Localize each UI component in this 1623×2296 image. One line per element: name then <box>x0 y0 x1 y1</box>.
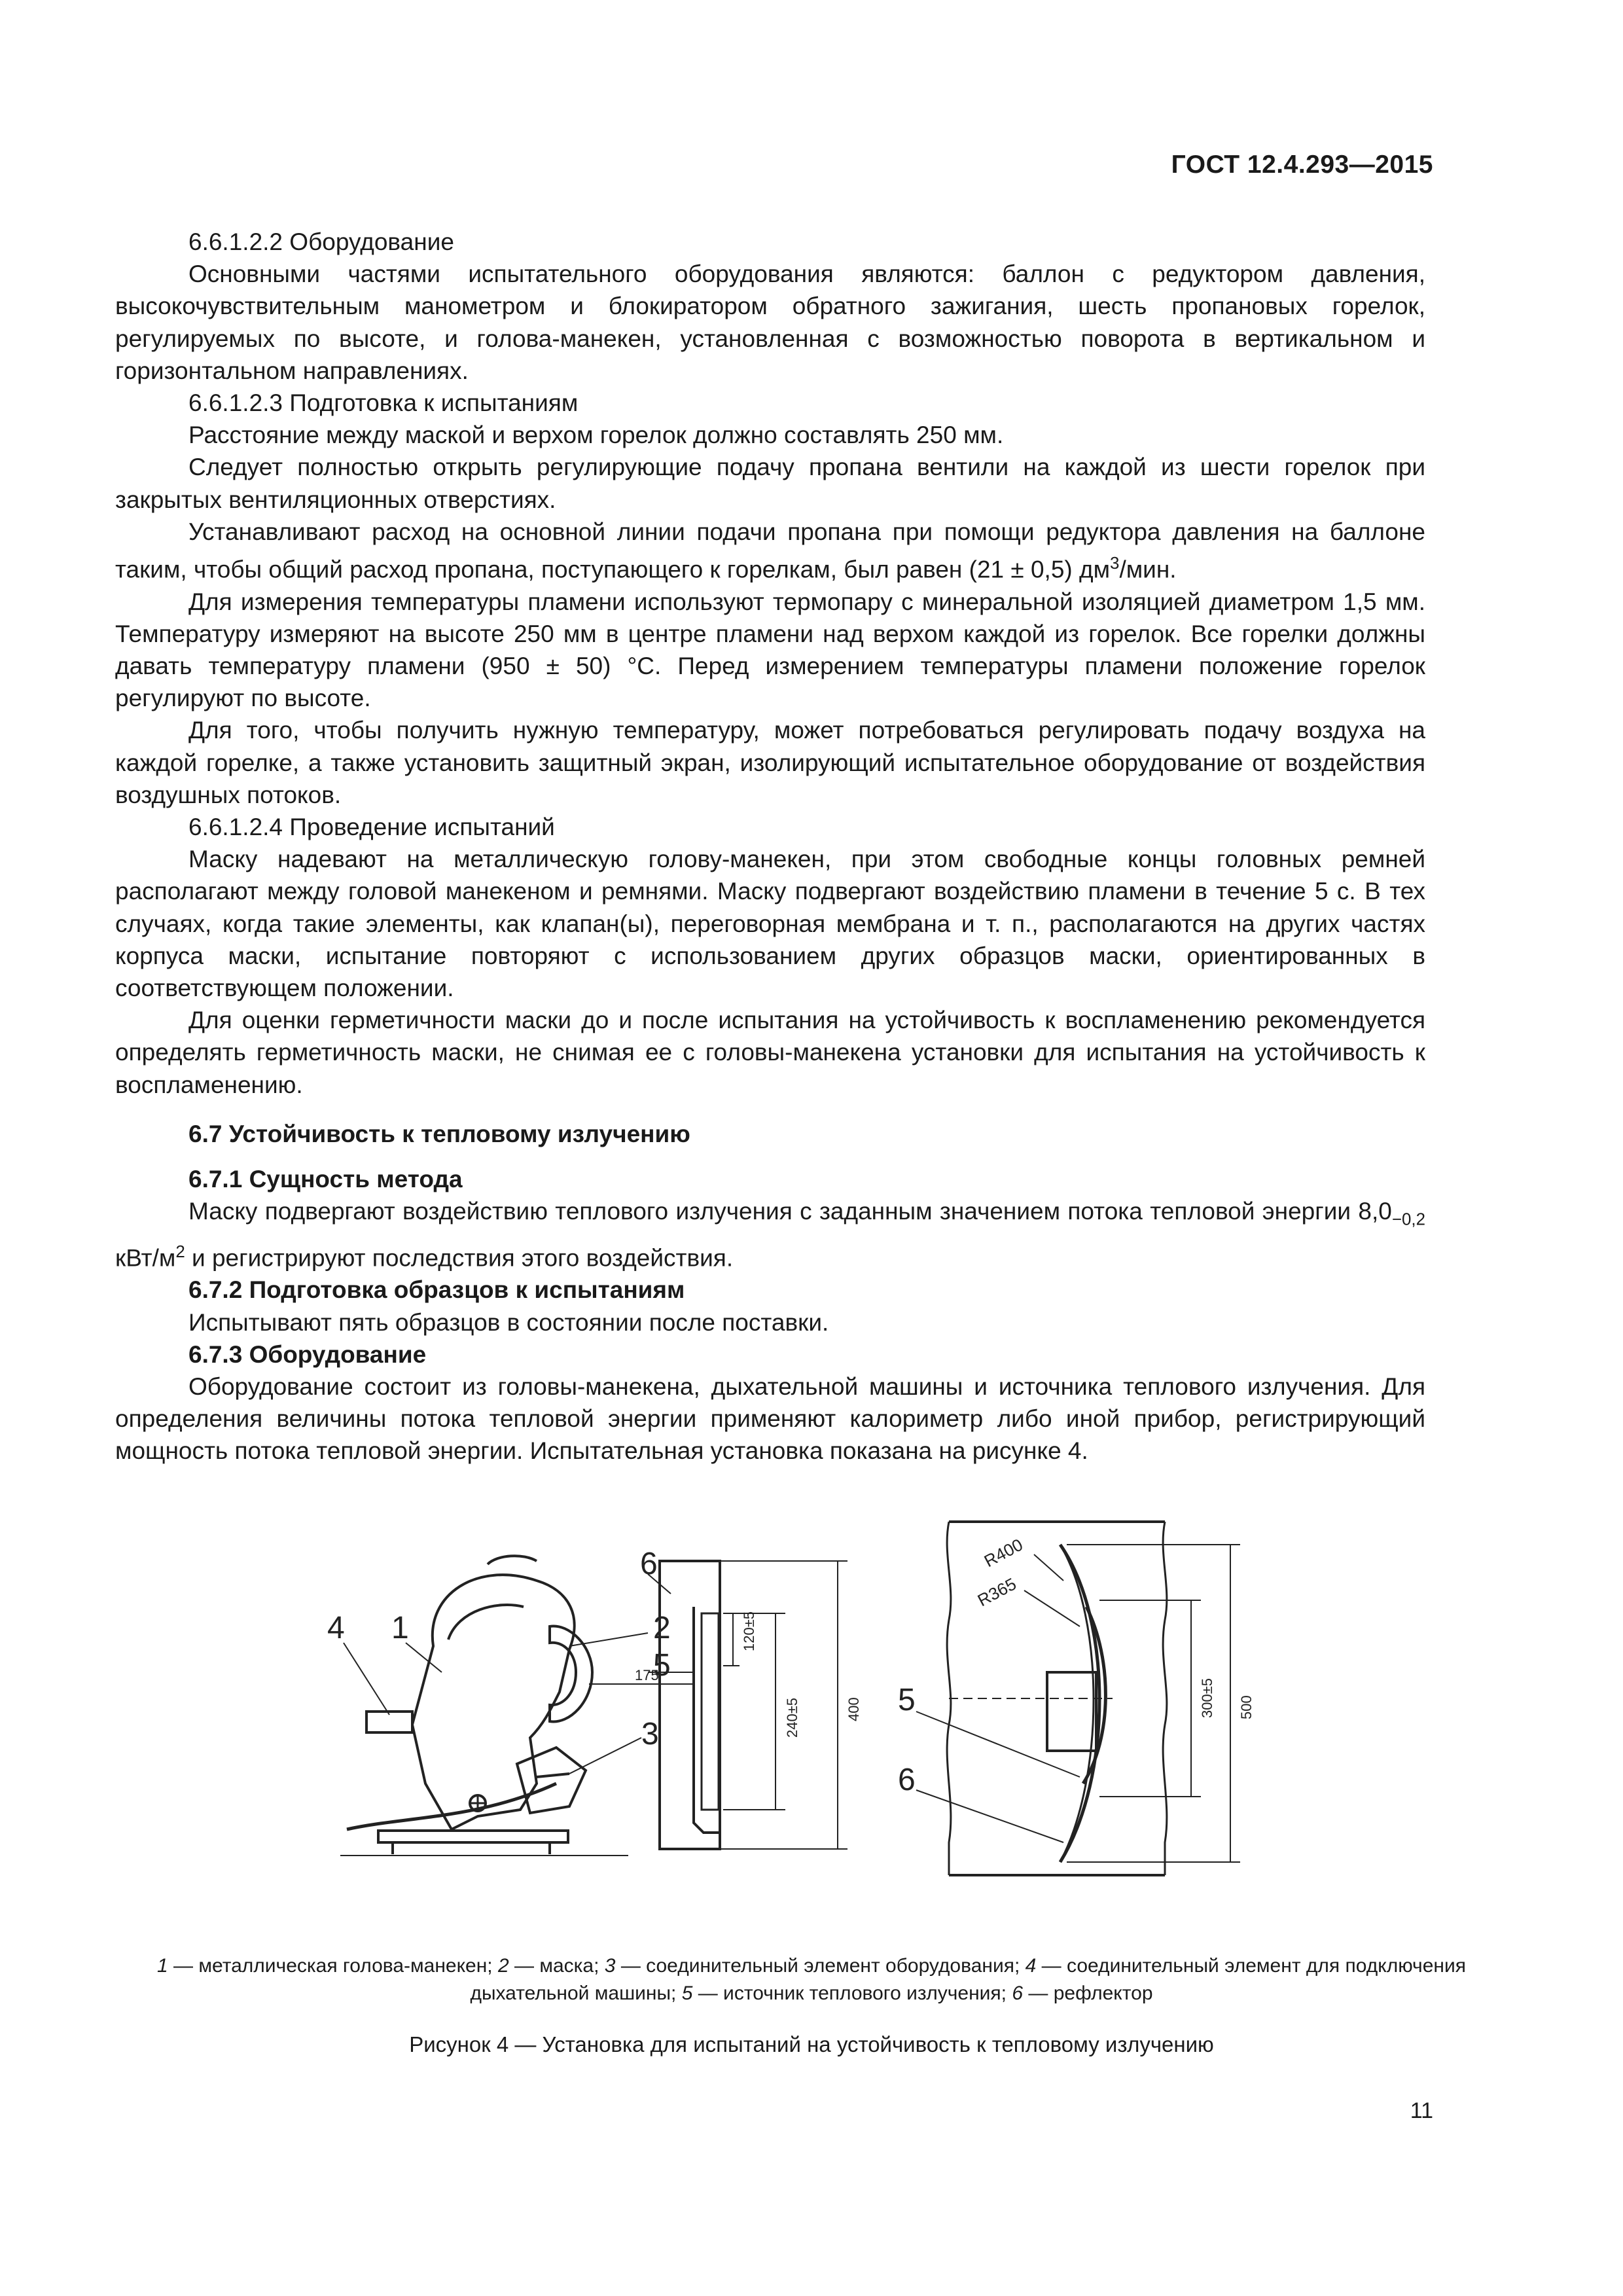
head-contour <box>448 1605 524 1640</box>
figure-legend <box>131 1952 1492 2007</box>
paragraph <box>115 516 1425 586</box>
paragraph: Для того, чтобы получить нужную температуру, может потребоваться регулировать подачу воздуха на каждой горелке, а также установить защитный экран, изолирующий испытательное оборудование от воздействия воздушных потоков. <box>115 717 1425 808</box>
text-run: и регистрируют последствия этого воздействия. <box>185 1244 734 1272</box>
section-6-7-3-title: 6.7.3 Оборудование <box>188 1340 427 1368</box>
text-run: кВт/м <box>115 1244 176 1272</box>
legend-key: 5 <box>681 1982 693 2004</box>
superscript: 3 <box>1110 554 1120 573</box>
break-line-right <box>1163 1522 1167 1875</box>
label-5a: 5 <box>653 1648 671 1683</box>
dim-120: 120±5 <box>741 1611 757 1651</box>
figure-4-drawing <box>262 1476 1309 1934</box>
paragraph: Маску надевают на металлическую голову-манекен, при этом свободные концы головных ремней располагают между головой манекеном и ремнями. Маску подвергают воздействию пламени в течение 5 с. В тех случаях, когда такие элементы, как клапан(ы), переговорная мембрана и т. п., располагаются на других частях корпуса маски, испытание повторяют с использованием других образцов маски, ориентированных в соответствующем положении. <box>115 846 1425 1001</box>
connector-element <box>517 1748 586 1813</box>
section-6-7-2-title: 6.7.2 Подготовка образцов к испытаниям <box>188 1276 685 1304</box>
dim-500: 500 <box>1238 1695 1255 1719</box>
paragraph: Расстояние между маской и верхом горелок должно составлять 250 мм. <box>188 422 1004 449</box>
legend-text: — источник теплового излучения; <box>692 1982 1012 2004</box>
label-6b: 6 <box>898 1763 916 1797</box>
figure-caption: Рисунок 4 — Установка для испытаний на устойчивость к тепловому излучению <box>409 2032 1214 2056</box>
text-run: Устанавливают расход на основной линии подачи пропана при помощи редуктора давления на баллоне таким, чтобы общий расход пропана, поступающего к горелкам, был равен (21 ± 0,5) дм <box>115 518 1425 583</box>
section-6-6-1-2-3-title: 6.6.1.2.3 Подготовка к испытаниям <box>188 389 579 417</box>
paragraph: Следует полностью открыть регулирующие подачу пропана вентили на каждой из шести горелок при закрытых вентиляционных отверстиях. <box>115 454 1425 513</box>
dim-300: 300±5 <box>1199 1677 1215 1718</box>
legend-key: 2 <box>497 1955 509 1977</box>
base-platform <box>378 1831 568 1842</box>
heat-element <box>702 1613 719 1810</box>
dim-175: 175 <box>635 1667 659 1683</box>
label-2: 2 <box>653 1611 671 1645</box>
paragraph: Основными частями испытательного оборудования являются: баллон с редуктором давления, высокочувствительным манометром и блокиратором обратного зажигания, шесть пропановых горелок, регулируемых по высоте, и голова-манекен, установленная с возможностью поворота в вертикальном и горизонтальном направлениях. <box>115 260 1425 384</box>
paragraph: Испытывают пять образцов в состоянии после поставки. <box>188 1308 829 1336</box>
spacer <box>115 1150 1425 1163</box>
spacer <box>115 1101 1425 1118</box>
head-top-strap <box>488 1556 537 1564</box>
dim-240: 240±5 <box>784 1697 800 1738</box>
legend-key: 6 <box>1012 1982 1024 2004</box>
connector-detail <box>537 1774 569 1777</box>
legend-text: — металлическая голова-манекен; <box>168 1955 498 1977</box>
label-3: 3 <box>641 1717 659 1751</box>
leader-r365 <box>1024 1590 1080 1626</box>
legend-text: — соединительный элемент оборудования; <box>615 1955 1026 1977</box>
section-6-6-1-2-2-title: 6.6.1.2.2 Оборудование <box>188 228 454 255</box>
paragraph: Для измерения температуры пламени используют термопару с минеральной изоляцией диаметром 1,5 мм. Температуру измеряют на высоте 250 мм в центре пламени над верхом каждой из горелок. Все горелки должны давать температуру пламени (950 ± 50) °С. Перед измерением температуры пламени положение горелок регулируют по высоте. <box>115 588 1425 712</box>
dim-r400: R400 <box>980 1534 1026 1571</box>
section-6-7-1-title: 6.7.1 Сущность метода <box>188 1166 463 1193</box>
leader-6b <box>916 1790 1063 1842</box>
reflector-arc-inner <box>1060 1545 1094 1862</box>
legend-text: — соединительный элемент для подключения дыхательной машины; <box>470 1955 1466 2004</box>
paragraph: Для оценки герметичности маски до и после испытания на устойчивость к воспламенению рекомендуется определять герметичность маски, не снимая ее с головы-манекена установки для испытания на устойчивость к воспламенению. <box>115 1007 1425 1098</box>
page-number: 11 <box>1410 2098 1433 2123</box>
leader-r400 <box>1034 1554 1063 1581</box>
leader-3 <box>569 1738 641 1774</box>
leader-4 <box>344 1643 389 1715</box>
paragraph: Оборудование состоит из головы-манекена, дыхательной машины и источника теплового излучения. Для определения величины потока тепловой энергии применяют калориметр либо иной прибор, регистрирующий мощность потока тепловой энергии. Испытательная установка показана на рисунке 4. <box>115 1372 1425 1465</box>
subscript: −0,2 <box>1391 1210 1425 1229</box>
body-text <box>115 226 1425 1467</box>
legend-key: 3 <box>604 1955 616 1977</box>
label-1: 1 <box>391 1611 409 1645</box>
paragraph <box>115 1195 1425 1274</box>
legend-text: — маска; <box>508 1955 605 1977</box>
legend-key: 1 <box>157 1955 168 1977</box>
label-5b: 5 <box>898 1683 916 1717</box>
dim-400: 400 <box>846 1697 862 1721</box>
dim-r365: R365 <box>974 1573 1020 1611</box>
test-setup-drawing <box>262 1476 1309 1934</box>
section-6-6-1-2-4-title: 6.6.1.2.4 Проведение испытаний <box>188 813 555 840</box>
source-block <box>1047 1672 1096 1751</box>
legend-text: — рефлектор <box>1023 1982 1153 2004</box>
leader-1 <box>406 1643 442 1672</box>
text-run: /мин. <box>1119 556 1177 583</box>
legend-key: 4 <box>1025 1955 1037 1977</box>
superscript: 2 <box>175 1242 185 1261</box>
label-4: 4 <box>327 1611 345 1645</box>
heat-element-frame <box>694 1607 720 1833</box>
dummy-head-outline <box>412 1575 575 1829</box>
reflector-housing <box>660 1561 720 1849</box>
section-6-7-title: 6.7 Устойчивость к тепловому излучению <box>188 1120 690 1147</box>
leader-5b <box>916 1712 1080 1777</box>
text-run: Маску подвергают воздействию теплового излучения с заданным значением потока тепловой энергии 8,0 <box>188 1198 1392 1225</box>
label-6a: 6 <box>640 1547 658 1581</box>
standard-header: ГОСТ 12.4.293—2015 <box>1171 151 1433 179</box>
